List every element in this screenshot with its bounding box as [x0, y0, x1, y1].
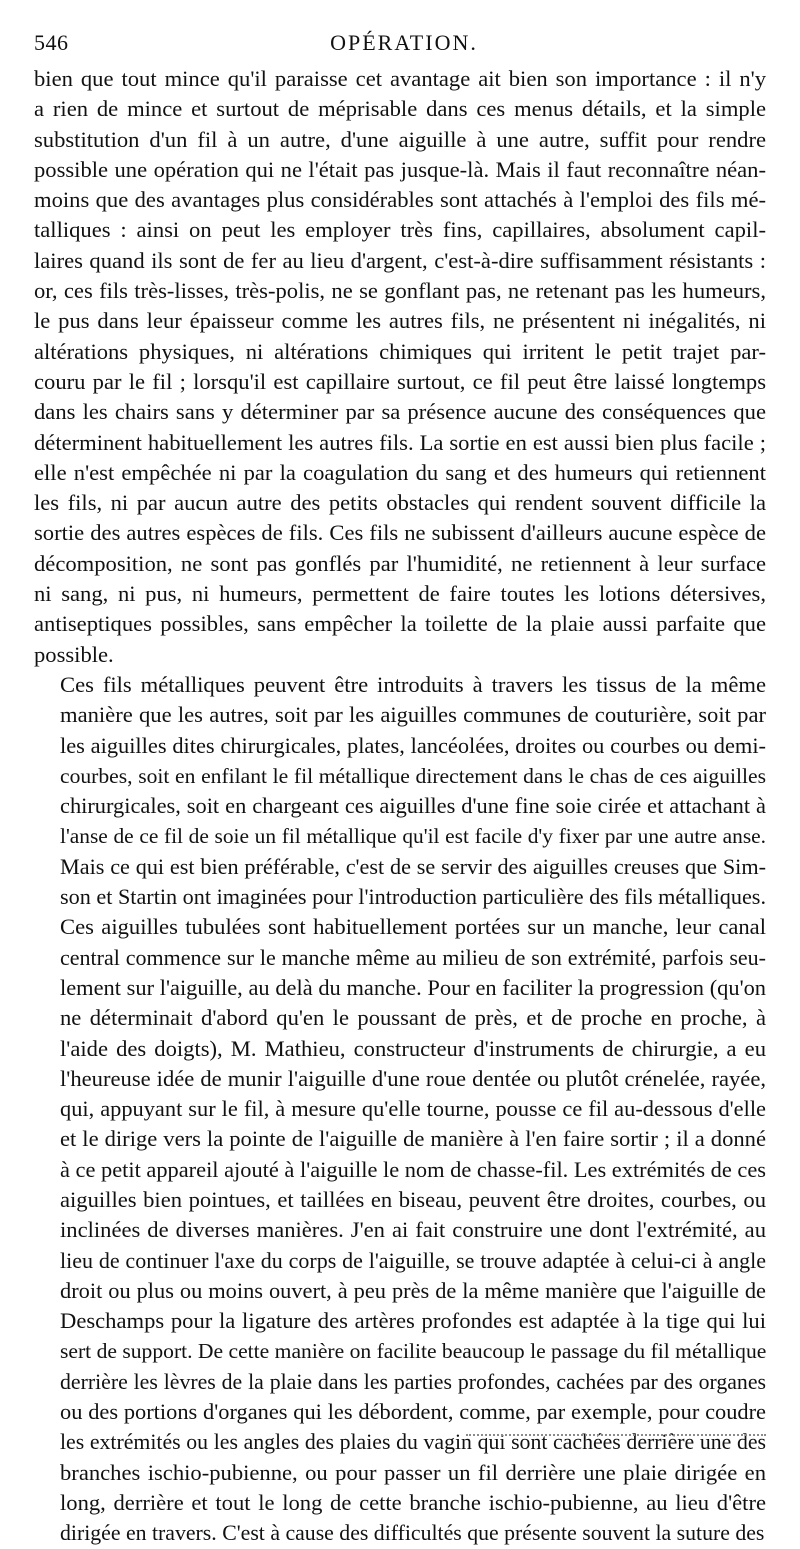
- paragraph-2: [34, 670, 766, 1549]
- text-line: sert de support. De cette manière on facilite beaucoup le passage du fil métallique: [60, 1339, 767, 1364]
- text-line: ne déterminait d'abord qu'en le poussant de près, et de proche en proche, à: [60, 1005, 766, 1031]
- text-line: décomposition, ne sont pas gonflés par l'humidité, ne retiennent à leur surface: [34, 550, 766, 576]
- text-line: substitution d'un fil à un autre, d'une aiguille à une autre, suffit pour rendre: [34, 126, 766, 152]
- text-line: derrière les lèvres de la plaie dans les parties profondes, cachées par des organes: [60, 1369, 766, 1394]
- text-line: les extrémités ou les angles des plaies du vagin qui sont cachées derrière une des: [60, 1430, 766, 1455]
- text-line: droit ou plus ou moins ouvert, à peu près de la même manière que l'aiguille de: [60, 1277, 766, 1303]
- text-line: or, ces fils très-lisses, très-polis, ne se gonflant pas, ne retenant pas les humeurs,: [34, 278, 766, 304]
- text-line: possible une opération qui ne l'était pas jusque-là. Mais il faut reconnaître néan-: [34, 156, 766, 182]
- text-line: et le dirige vers la pointe de l'aiguille de manière à l'en faire sortir ; il a donné: [60, 1126, 766, 1152]
- text-line: Deschamps pour la ligature des artères profondes est adaptée à la tige qui lui: [60, 1308, 766, 1334]
- text-line: inclinées de diverses manières. J'en ai fait construire une dont l'extrémité, au: [60, 1217, 766, 1243]
- text-line: courbes, soit en enfilant le fil métallique directement dans le chas de ces aiguilles: [60, 763, 766, 788]
- text-line: possible.: [34, 641, 114, 667]
- text-line: le pus dans leur épaisseur comme les autres fils, ne présentent ni inégalités, ni: [34, 308, 766, 334]
- page-number: 546: [34, 30, 69, 55]
- text-line: ni sang, ni pus, ni humeurs, permettent de faire toutes les lotions détersives,: [34, 581, 766, 607]
- text-line: a rien de mince et surtout de méprisable dans ces menus détails, et la simple: [34, 96, 766, 122]
- text-line: aiguilles bien pointues, et taillées en biseau, peuvent être droites, courbes, ou: [60, 1186, 766, 1212]
- text-line: branches ischio-pubienne, ou pour passer un fil derrière une plaie dirigée en: [60, 1459, 766, 1485]
- text-line: à ce petit appareil ajouté à l'aiguille le nom de chasse-fil. Les extrémités de ces: [60, 1156, 766, 1182]
- text-line: Ces aiguilles tubulées sont habituellement portées sur un manche, leur canal: [60, 914, 766, 940]
- text-line: long, derrière et tout le long de cette branche ischio-pubienne, au lieu d'être: [60, 1489, 766, 1515]
- text-line: Mais ce qui est bien préférable, c'est de se servir des aiguilles creuses que Sim-: [60, 853, 766, 879]
- text-line: l'heureuse idée de munir l'aiguille d'une roue dentée ou plutôt crénelée, rayée,: [60, 1065, 766, 1091]
- text-line: qui, appuyant sur le fil, à mesure qu'elle tourne, pousse ce fil au-dessous d'elle: [60, 1096, 766, 1122]
- text-line: laires quand ils sont de fer au lieu d'argent, c'est-à-dire suffisamment résistants :: [34, 247, 766, 273]
- body-text: [34, 64, 766, 1549]
- text-line: central commence sur le manche même au milieu de son extrémité, parfois seu-: [60, 944, 766, 970]
- text-line: moins que des avantages plus considérables sont attachés à l'emploi des fils mé-: [34, 187, 766, 213]
- text-line: bien que tout mince qu'il paraisse cet avantage ait bien son importance : il n'y: [34, 66, 766, 91]
- text-line: sortie des autres espèces de fils. Ces fils ne subissent d'ailleurs aucune espèce de: [34, 520, 766, 546]
- footer-dotted-rule: [466, 1434, 766, 1436]
- text-line: elle n'est empêchée ni par la coagulation du sang et des humeurs qui retiennent: [34, 459, 766, 485]
- text-line: lement sur l'aiguille, au delà du manche. Pour en faciliter la progression (qu'on: [60, 974, 766, 1000]
- page-header: [34, 24, 774, 64]
- paragraph-1: [34, 64, 766, 670]
- text-line: dans les chairs sans y déterminer par sa présence aucune des conséquences que: [34, 399, 766, 425]
- text-line: antiseptiques possibles, sans empêcher la toilette de la plaie aussi parfaite que: [34, 611, 766, 637]
- text-line: son et Startin ont imaginées pour l'introduction particulière des fils métalliques.: [60, 884, 766, 910]
- text-line: altérations physiques, ni altérations chimiques qui irritent le petit trajet par-: [34, 338, 766, 364]
- text-line: Ces fils métalliques peuvent être introduits à travers les tissus de la même: [60, 671, 766, 697]
- running-title: OPÉRATION.: [330, 30, 478, 55]
- text-line: lieu de continuer l'axe du corps de l'aiguille, se trouve adaptée à celui-ci à angle: [60, 1247, 766, 1273]
- text-line: couru par le fil ; lorsqu'il est capillaire surtout, ce fil peut être laissé longtemps: [34, 368, 766, 394]
- text-line: dirigée en travers. C'est à cause des difficultés que présente souvent la suture des: [60, 1521, 765, 1546]
- text-line: l'anse de ce fil de soie un fil métallique qu'il est facile d'y fixer par une autre anse.: [60, 824, 766, 849]
- text-line: les fils, ni par aucun autre des petits obstacles qui rendent souvent difficile la: [34, 490, 766, 516]
- text-line: chirurgicales, soit en chargeant ces aiguilles d'une fine soie cirée et attachant à: [60, 793, 766, 819]
- text-line: déterminent habituellement les autres fils. La sortie en est aussi bien plus facile ;: [34, 429, 766, 455]
- text-line: ou des portions d'organes qui les débordent, comme, par exemple, pour coudre: [60, 1399, 766, 1425]
- text-line: talliques : ainsi on peut les employer très fins, capillaires, absolument capil-: [34, 217, 766, 243]
- text-line: l'aide des doigts), M. Mathieu, constructeur d'instruments de chirurgie, a eu: [60, 1035, 766, 1061]
- text-line: les aiguilles dites chirurgicales, plates, lancéolées, droites ou courbes ou demi-: [60, 732, 766, 758]
- text-line: manière que les autres, soit par les aiguilles communes de couturière, soit par: [60, 702, 766, 728]
